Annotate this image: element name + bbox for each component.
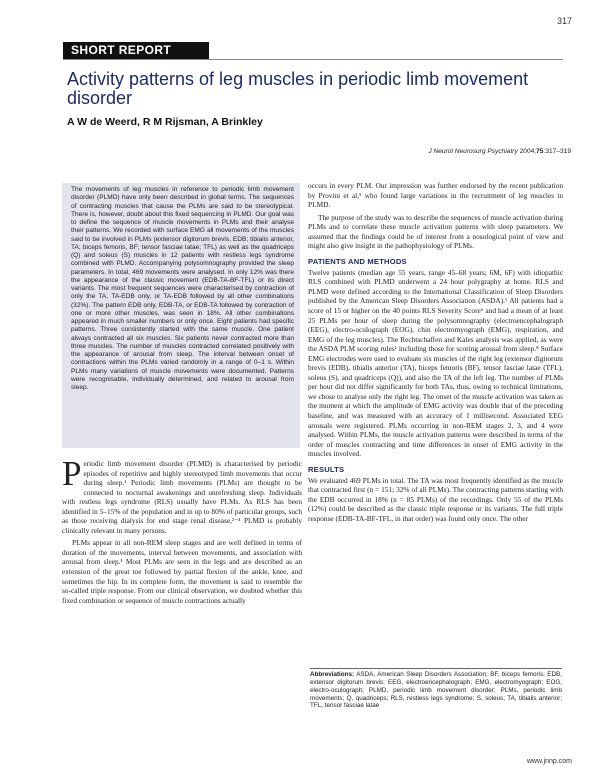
abbreviations-label: Abbreviations:: [310, 671, 355, 678]
body-paragraph: PLMs appear in all non-REM sleep stages and are well defined in terms of duration of the movements, interval between movements, and association with arousal from sleep.¹ Most PLMs are seen in the legs and are described as an extension of the great toe followed by partial flexion of the ankle, knee, and sometimes the hip. In its complete form, the movement is said to resemble the so-called triple response. From our clinical observation, we doubted whether this fixed combination or sequence of muscle contractions actually: [62, 538, 302, 605]
citation-volume: 75: [536, 148, 544, 155]
intro-paragraph: [62, 454, 302, 535]
journal-citation: [428, 148, 571, 155]
right-body-column: [308, 181, 563, 527]
citation-year: 2004;: [519, 148, 537, 155]
article-title: Activity patterns of leg muscles in periodic limb movement disorder: [67, 69, 529, 108]
drop-cap-letter: P: [62, 454, 82, 493]
body-paragraph: The purpose of the study was to describe the sequences of muscle activation during PLMs and to correlate these muscle activation patterns with sleep parameters. We assumed that the findings could be of interest from a nosological point of view and might also give insight in the pathophysiology of PLMs.: [308, 212, 563, 251]
citation-pages: :317–319: [543, 148, 571, 155]
body-paragraph: occurs in every PLM. Our impression was further endorsed by the recent publication by Provini et al,⁵ who found large variations in the recruitment of leg muscles in PLMD.: [308, 181, 563, 210]
abstract-box: [62, 183, 300, 448]
methods-paragraph: Twelve patients (median age 55 years, range 45–68 years; 6M, 6F) with idiopathic RLS combined with PLMD underwent a 24 hour polygraphy at home. RLS and PLMD were defined according to the International Classification of Sleep Disorders published by the American Sleep Disorders Association (ASDA).¹ All patients had a score of 15 or higher on the 40 points RLS Severity Score⁶ and had a mean of at least 25 PLMs per hour of sleep during the polysomnography (electroencephalograph (EEG), electro-oculograph (EOG), chin electromyograph (EMG), respiration, and EMG of the leg muscles). The Rechtschaffen and Kales analysis was applied, as were the ASDA PLM scoring rules¹ including those for scoring arousal from sleep.⁸ Surface EMG electrodes were used to evaluate six muscles of the right leg (extensor digitorum brevis (EDB), tibialis anterior (TA), biceps femoris (BF), tensor fasciae latae (TFL), soleus (S), and quadriceps (Q)), and also the TA of the left leg. The number of PLMs per hour did not differ significantly for both TAs, thus, owing to technical limitations, we chose to analyse only the right leg. The onset of the muscle activation was taken as the moment at which the amplitude of EMG activity was double that of the preceding baseline, and was measured with an accuracy of 1 millisecond. Associated EEG arousals were registered. PLMs occurring in non-REM stages 2, 3, and 4 were analysed. Within PLMs, the muscle activation patterns were described in terms of the order of muscles contracting and time differences in onset of EMG activity in the muscles involved.: [308, 267, 563, 459]
journal-url: www.jnnp.com: [526, 758, 572, 765]
page-number: 317: [556, 16, 572, 26]
abstract-text: The movements of leg muscles in reference to periodic limb movement disorder (PLMD) have only been described in global terms. The sequences of contracting muscles that cause the PLMs are said to be stereotypical. There is, however, doubt about this fixed sequencing in PLMD. Our goal was to define the sequence of muscle movements in PLMs and their analyse their patterns. We recorded with surface EMG all movements of the muscles said to be involved in PLMs (extensor digitorum brevis, EDB; tibialis anterior, TA; biceps femoris, BF; tensor fasciae latae; TFL) as well as the quadriceps (Q) and soleus (S) muscles in 12 patients with restless legs syndrome combined with PLMD. Accompanying polysomnography provided the sleep parameters. In total, 469 movements were analysed. In only 12% was there the appearance of the classic movement (EDB-TA-BF-TFL) or its direct variants. The most frequent sequences were characterised by contraction of only the TA, TA-EDB only, or TA-EDB followed by all other combinations (32%). The pattern EDB only, EDB-TA, or EDB-TA followed by contraction of one or more other muscles, was seen in 18%. All other combinations appeared in much smaller numbers or only once. Eight patients had specific patterns. Three consistently started with the same muscle. One patient always contracted all six muscles. Six patients never contracted more than three muscles. The number of muscles contracted correlated positively with the appearance of arousal from sleep. The interval between onset of contractions within the PLMs varied randomly in a range of 0–1 s. Within PLMs many variations of muscle movements were documented. Patterns were recognisable, individually determined, and related to arousal from sleep.: [71, 186, 294, 391]
abbreviations-divider: [310, 668, 562, 669]
section-label: SHORT REPORT: [63, 42, 209, 59]
author-list: A W de Weerd, R M Rijsman, A Brinkley: [67, 116, 263, 128]
results-paragraph: We evaluated 469 PLMs in total. The TA was most frequently identified as the muscle that contracted first (n = 151; 32% of all PLMs). The contracting patterns starting with the EDB occurred in 18% (n = 85 PLMs) of the recordings. Only 55 of the PLMs (12%) could be described as the classic triple response or its variants. The full triple response (EDB-TA-BF-TFL, in that order) was found only once. The other: [308, 475, 563, 523]
citation-journal: J Neurol Neurosurg Psychiatry: [428, 148, 518, 155]
section-heading-results: RESULTS: [308, 464, 345, 474]
abbreviations-text: ASDA, American Sleep Disorders Association; BF, biceps femoris; EDB, extensor digitorum brevis; EEG, electroencephalograph; EMG, electromyograph; EOG, electro-oculograph; PLMD, periodic limb movement disorder; PLMs, periodic limb movements; Q, quadriceps; RLS, restless legs syndrome; S, soleus; TA, tibialis anterior; TFL, tensor fasciae latae: [310, 671, 562, 710]
left-body-column: [62, 454, 302, 608]
section-heading-methods: PATIENTS AND METHODS: [308, 256, 407, 266]
abbreviations-box: [310, 671, 562, 710]
header-divider: [63, 59, 563, 60]
intro-paragraph-text: eriodic limb movement disorder (PLMD) is characterised by periodic episodes of repetitive and highly stereotyped limb movements that occur during sleep.¹ Periodic limb movements (PLMs) are thought to be connected to nocturnal awakenings and unrefreshing sleep. Individuals with restless legs syndrome (RLS) usually have PLMs. As RLS has been identified in 5–15% of the population and in up to 80% of particular groups, such as those receiving dialysis for end stage renal disease,²⁻⁴ PLMD is probably clinically relevant in many persons.: [62, 459, 302, 535]
